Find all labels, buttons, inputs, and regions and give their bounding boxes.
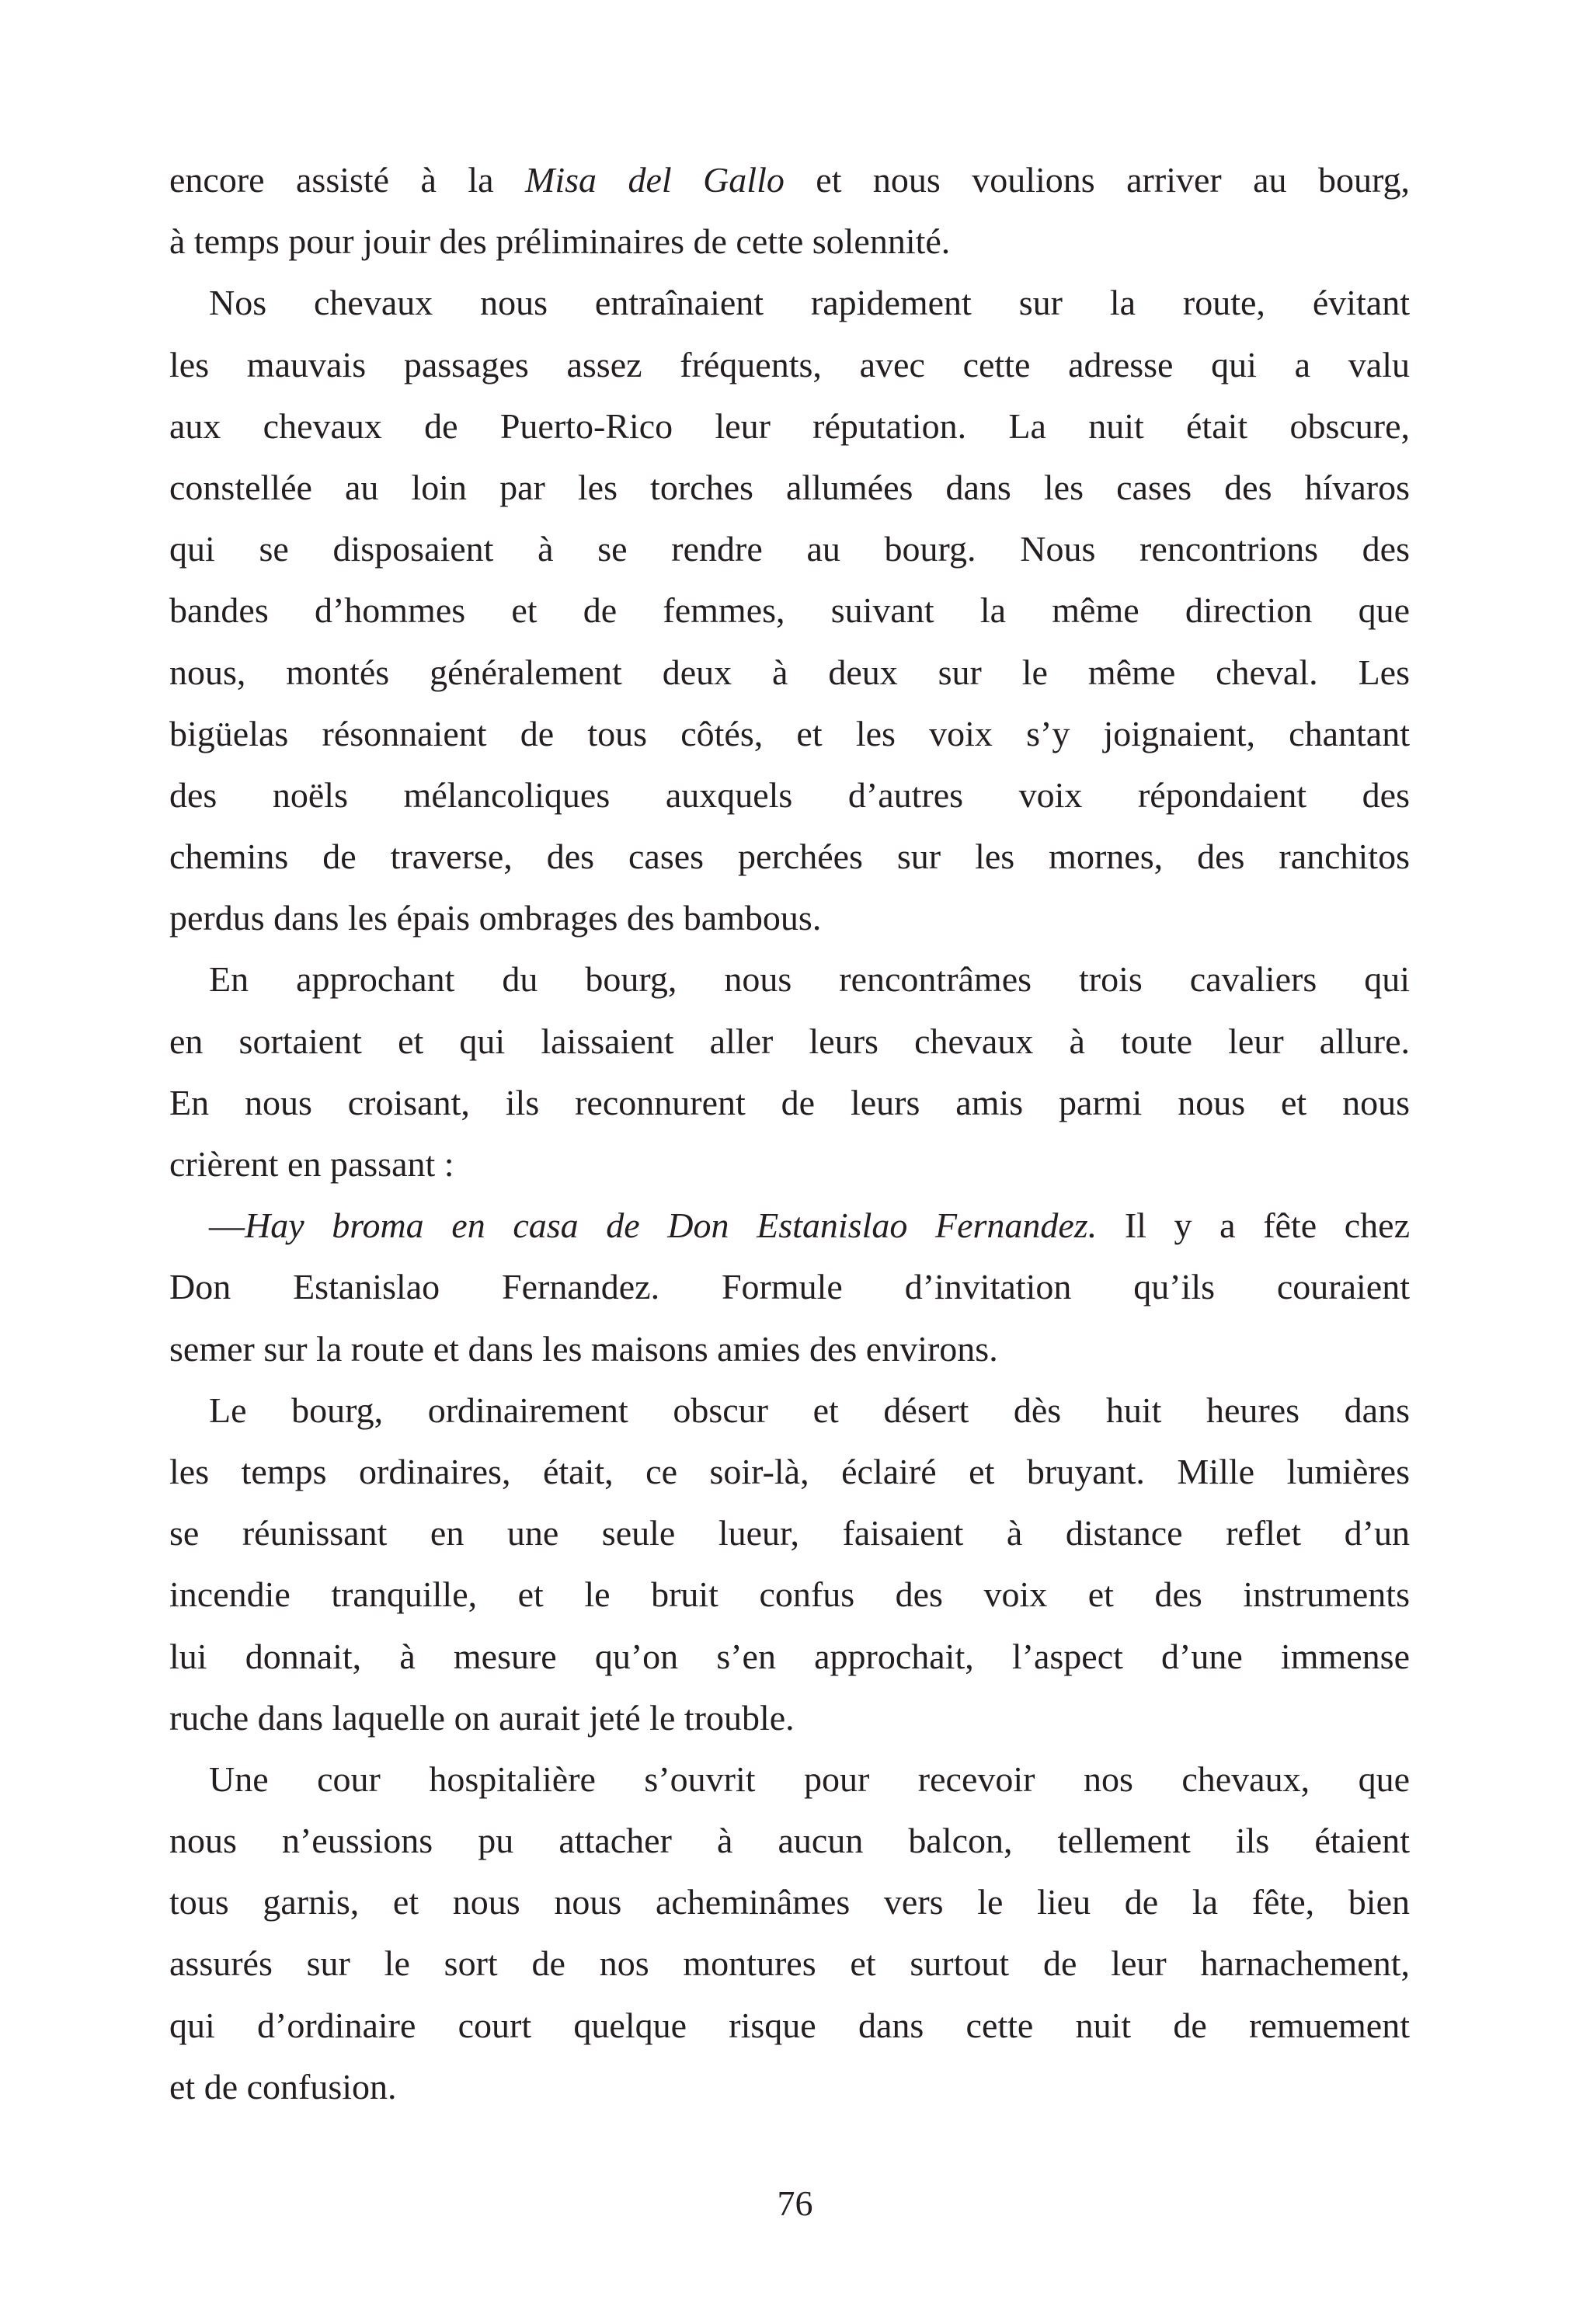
text-line: bigüelas résonnaient de tous côtés, et les voix s’y joignaient, chantant <box>169 713 1410 753</box>
text-line: et de confusion. <box>169 2066 397 2107</box>
text-line: semer sur la route et dans les maisons amies des environs. <box>169 1328 998 1369</box>
body-text <box>169 149 1410 2117</box>
text-span: et nous voulions arriver au bourg, <box>784 160 1410 200</box>
text-line: aux chevaux de Puerto-Rico leur réputation. La nuit était obscure, <box>169 405 1410 446</box>
text-line: Le bourg, ordinairement obscur et désert dès huit heures dans <box>209 1390 1410 1430</box>
text-line: bandes d’hommes et de femmes, suivant la même direction que <box>169 590 1410 631</box>
text-line: les mauvais passages assez fréquents, avec cette adresse qui a valu <box>169 344 1410 384</box>
text-line: Nos chevaux nous entraînaient rapidement sur la route, évitant <box>209 283 1410 323</box>
text-span: Il y a fête chez <box>1097 1205 1410 1246</box>
text-line: perdus dans les épais ombrages des bambous. <box>169 898 822 938</box>
text-line: crièrent en passant : <box>169 1144 454 1184</box>
text-line: à temps pour jouir des préliminaires de cette solennité. <box>169 221 951 262</box>
text-line: en sortaient et qui laissaient aller leurs chevaux à toute leur allure. <box>169 1021 1410 1061</box>
text-line: se réunissant en une seule lueur, faisaient à distance reflet d’un <box>169 1513 1410 1553</box>
text-line: nous, montés généralement deux à deux sur le même cheval. Les <box>169 652 1410 692</box>
italic-phrase: Misa del Gallo <box>525 160 785 200</box>
text-line <box>169 149 1410 210</box>
text-line: Don Estanislao Fernandez. Formule d’invitation qu’ils couraient <box>169 1267 1410 1307</box>
text-line: des noëls mélancoliques auxquels d’autres voix répondaient des <box>169 774 1410 815</box>
text-line: incendie tranquille, et le bruit confus des voix et des instruments <box>169 1574 1410 1615</box>
text-line: En nous croisant, ils reconnurent de leurs amis parmi nous et nous <box>169 1082 1410 1122</box>
text-span: — <box>209 1205 245 1246</box>
text-line: assurés sur le sort de nos montures et surtout de leur harnachement, <box>169 1943 1410 1984</box>
text-line: qui d’ordinaire court quelque risque dans cette nuit de remuement <box>169 2005 1410 2045</box>
text-line: tous garnis, et nous nous acheminâmes vers le lieu de la fête, bien <box>169 1882 1410 1922</box>
text-line: Une cour hospitalière s’ouvrit pour recevoir nos chevaux, que <box>209 1759 1410 1799</box>
text-line: En approchant du bourg, nous rencontrâmes trois cavaliers qui <box>209 959 1410 1000</box>
text-line <box>169 1195 1410 1256</box>
text-line: ruche dans laquelle on aurait jeté le trouble. <box>169 1697 795 1738</box>
text-line: constellée au loin par les torches allumées dans les cases des hívaros <box>169 467 1410 507</box>
text-line: qui se disposaient à se rendre au bourg. Nous rencontrions des <box>169 529 1410 569</box>
page-number: 76 <box>777 2183 813 2223</box>
italic-phrase: Hay broma en casa de Don Estanislao Fernandez. <box>245 1205 1098 1246</box>
text-line: lui donnait, à mesure qu’on s’en approchait, l’aspect d’une immense <box>169 1636 1410 1676</box>
text-line: les temps ordinaires, était, ce soir-là, éclairé et bruyant. Mille lumières <box>169 1451 1410 1491</box>
text-line: chemins de traverse, des cases perchées sur les mornes, des ranchitos <box>169 837 1410 877</box>
text-line: nous n’eussions pu attacher à aucun balcon, tellement ils étaient <box>169 1821 1410 1861</box>
text-span: encore assisté à la <box>169 160 526 200</box>
